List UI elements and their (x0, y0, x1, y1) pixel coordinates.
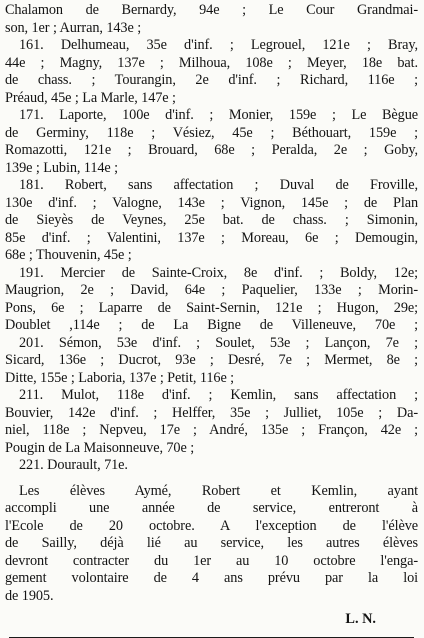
text-line: de chass. ; Tourangin, 2e d'inf. ; Richard, 116e ; (5, 72, 418, 88)
text-line: 171. Laporte, 100e d'inf. ; Monier, 159e ; Le Bègue (19, 107, 418, 123)
text-line: 85e d'inf. ; Valentini, 137e ; Moreau, 6e ; Demougin, (5, 229, 418, 246)
text-line: accompli une année de service, entreront à (5, 500, 418, 516)
text-line: devront contracter du 1er au 10 octobre l'enga- (5, 552, 418, 569)
text-block (5, 2, 418, 605)
text-line: Les élèves Aymé, Robert et Kemlin, ayant (19, 482, 418, 499)
text-line: de 1905. (5, 587, 54, 604)
text-line: Pougin de La Maisonneuve, 70e ; (5, 439, 195, 456)
text-line: Chalamon de Bernardy, 94e ; Le Cour Grandmai- (5, 2, 418, 18)
text-line: de Sailly, déjà lié au service, les autres élèves (5, 535, 418, 551)
text-line: 44e ; Magny, 137e ; Milhoua, 108e ; Meyer, 18e bat. (5, 54, 418, 71)
text-line: 130e d'inf. ; Valogne, 143e ; Vignon, 145e ; de Plan (5, 194, 418, 211)
text-line: Bouvier, 142e d'inf. ; Helffer, 35e ; Julliet, 105e ; Da- (5, 404, 418, 421)
text-line: Ditte, 155e ; Laboria, 137e ; Petit, 116e ; (5, 369, 235, 386)
text-line: l'Ecole de 20 octobre. A l'exception de l'élève (5, 517, 418, 534)
text-line: de Germiny, 118e ; Vésiez, 45e ; Béthouart, 159e ; (5, 124, 418, 141)
text-line: 201. Sémon, 53e d'inf. ; Soulet, 53e ; Lançon, 7e ; (19, 334, 418, 351)
text-line: 139e ; Lubin, 114e ; (5, 159, 119, 176)
text-line: Doublet ,114e ; de La Bigne de Villeneuve, 70e ; (5, 317, 418, 333)
text-line: Préaud, 45e ; La Marle, 147e ; (5, 89, 176, 106)
text-line: 161. Delhumeau, 35e d'inf. ; Legrouel, 121e ; Bray, (19, 37, 418, 53)
text-line: 68e ; Thouvenin, 45e ; (5, 247, 132, 263)
text-line: Sicard, 136e ; Ducrot, 93e ; Desré, 7e ; Mermet, 8e ; (5, 352, 418, 368)
text-line: 211. Mulot, 118e d'inf. ; Kemlin, sans affectation ; (19, 387, 418, 403)
paragraph-spacer (5, 475, 418, 483)
text-line: gement volontaire de 4 ans prévu par la loi (5, 570, 418, 586)
text-line: niel, 118e ; Nepveu, 17e ; André, 135e ; Françon, 42e ; (5, 422, 418, 438)
text-line: 191. Mercier de Sainte-Croix, 8e d'inf. ; Boldy, 12e; (19, 264, 418, 281)
text-line: 221. Dourault, 71e. (19, 457, 128, 473)
signature: L. N. (345, 611, 376, 627)
text-line: de Sieyès de Veynes, 25e bat. de chass. ; Simonin, (5, 212, 418, 228)
text-line: Maugrion, 2e ; David, 64e ; Paquelier, 133e ; Morin- (5, 282, 418, 298)
text-line: Pons, 6e ; Laparre de Saint-Sernin, 121e ; Hugon, 29e; (5, 299, 418, 316)
text-line: son, 1er ; Aurran, 143e ; (5, 19, 142, 36)
divider-rule (9, 637, 414, 638)
text-line: 181. Robert, sans affectation ; Duval de Froville, (19, 177, 418, 193)
text-line: Romazotti, 121e ; Brouard, 68e ; Peralda, 2e ; Goby, (5, 142, 418, 158)
